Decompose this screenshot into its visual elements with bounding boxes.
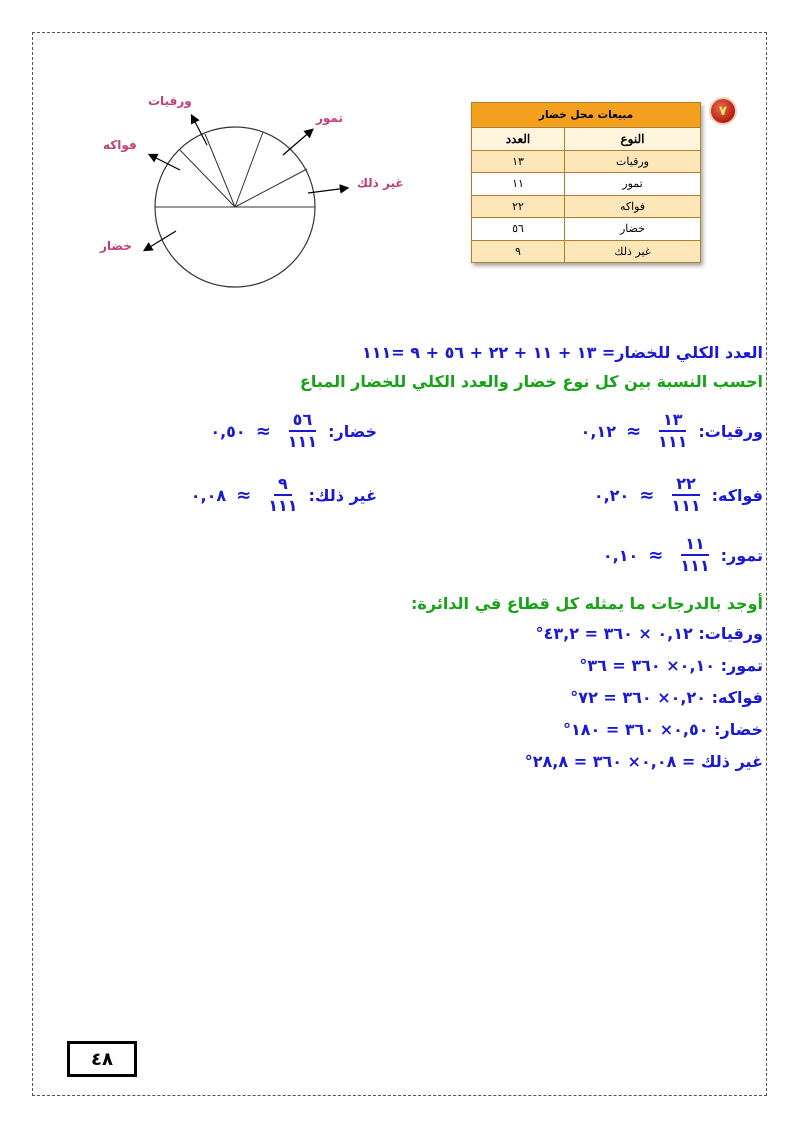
ratio-dates xyxy=(603,534,763,576)
ratio-result: ٠,٢٠ xyxy=(593,485,630,505)
table-row xyxy=(472,150,701,173)
ratio-fruits xyxy=(594,474,763,516)
table-cell-type: فواكه xyxy=(565,195,701,218)
total-line: العدد الكلي للخضار= ١٣ + ١١ + ٢٢ + ٥٦ + ٩ =١١١ xyxy=(361,343,763,362)
ratio-other xyxy=(191,474,377,516)
table-cell-type: خضار xyxy=(565,218,701,241)
ratio-label: ورقيات: xyxy=(698,421,763,441)
fraction: $\frac{٩}{١١١}$ xyxy=(268,474,298,515)
degree-line-other: غير ذلك = ٠,٠٨× ٣٦٠ = ٢٨,٨° xyxy=(524,752,763,771)
table-cell-type: تمور xyxy=(565,173,701,196)
ratio-label: فواكه: xyxy=(711,485,763,505)
pie-label-dates: تمور xyxy=(316,111,343,125)
table-row xyxy=(472,240,701,263)
table-title: مبيعات محل خضار xyxy=(472,103,701,128)
ratio-vegetables xyxy=(210,410,377,452)
table-row xyxy=(472,195,701,218)
degree-line-dates: تمور: ٠,١٠× ٣٦٠ = ٣٦° xyxy=(579,656,763,675)
exercise-number-badge: ٧ xyxy=(709,97,737,125)
fraction: $\frac{١٣}{١١١}$ xyxy=(658,410,688,451)
ratio-label: خضار: xyxy=(328,421,377,441)
fraction: $\frac{٥٦}{١١١}$ xyxy=(287,410,318,451)
degree-line-vegetables: خضار: ٠,٥٠× ٣٦٠ = ١٨٠° xyxy=(563,720,763,739)
table-cell-count: ١١ xyxy=(472,173,565,196)
ratio-leaves xyxy=(581,410,763,452)
approx-sign: ≈ xyxy=(648,544,664,566)
approx-sign: ≈ xyxy=(236,484,252,506)
fraction: $\frac{١١}{١١١}$ xyxy=(680,534,710,575)
fraction: $\frac{٢٢}{١١١}$ xyxy=(671,474,701,515)
arrow-dates xyxy=(283,130,312,155)
table-header-count: العدد xyxy=(472,128,565,151)
degrees-heading: أوجد بالدرجات ما يمثله كل قطاع في الدائرة: xyxy=(411,594,763,613)
ratio-label: غير ذلك: xyxy=(308,485,377,505)
ratio-result: ٠,١٠ xyxy=(602,545,639,565)
table-header-type: النوع xyxy=(565,128,701,151)
table-row xyxy=(472,173,701,196)
table-cell-type: ورقيات xyxy=(565,150,701,173)
degree-line-fruits: فواكه: ٠,٢٠× ٣٦٠ = ٧٢° xyxy=(570,688,763,707)
pie-label-other: غير ذلك xyxy=(357,176,404,190)
ratio-result: ٠,١٢ xyxy=(580,421,616,441)
table-row xyxy=(472,218,701,241)
approx-sign: ≈ xyxy=(625,420,642,442)
ratio-label: تمور: xyxy=(720,545,763,565)
approx-sign: ≈ xyxy=(255,420,271,442)
pie-label-fruits: فواكه xyxy=(103,138,137,152)
pie-label-vegetables: خضار xyxy=(100,239,132,253)
ratio-heading: احسب النسبة بين كل نوع خضار والعدد الكلي للخضار المباع xyxy=(299,372,763,391)
sales-table xyxy=(471,102,701,263)
table-cell-type: غير ذلك xyxy=(565,240,701,263)
table-cell-count: ٩ xyxy=(472,240,565,263)
pie-label-leaves: ورقيات xyxy=(148,94,192,108)
page-number: ٤٨ xyxy=(67,1041,137,1077)
ratio-result: ٠,٠٨ xyxy=(190,485,227,505)
degree-line-leaves: ورقيات: ٠,١٢ × ٣٦٠ = ٤٣,٢° xyxy=(535,624,763,643)
table-cell-count: ١٣ xyxy=(472,150,565,173)
table-cell-count: ٢٢ xyxy=(472,195,565,218)
ratio-result: ٠,٥٠ xyxy=(210,421,246,441)
approx-sign: ≈ xyxy=(639,484,655,506)
table-cell-count: ٥٦ xyxy=(472,218,565,241)
